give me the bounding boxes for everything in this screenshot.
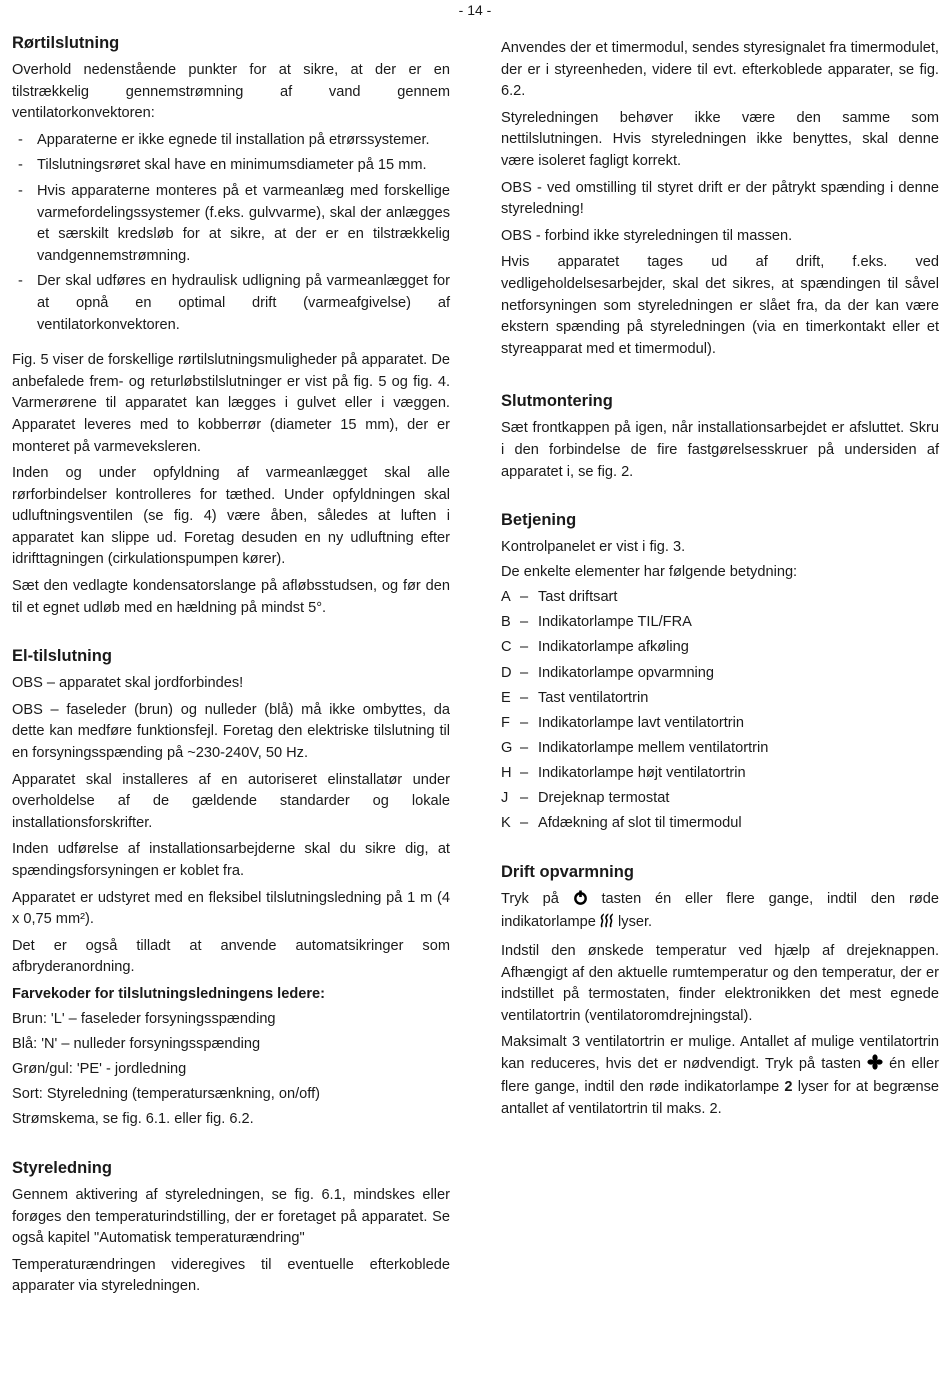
paragraph: Sæt den vedlagte kondensatorslange på afløbsstudsen, og før den til et egnet udløb med en hældning på mindst 5°. xyxy=(12,578,450,616)
paragraph: Det er også tilladt at anvende automatsikringer som afbryderanordning. xyxy=(12,937,450,976)
list-item: - Hvis apparaterne monteres på et varmeanlæg med forskellige varmefordelingssystemer (f.eks. gulvvarme), skal der anlægges et særskilt kredsløb for at sikre, at der er en tilstrækkelig vandgennemstrømning. xyxy=(18,182,450,264)
list-item: - Apparaterne er ikke egnede til installation på etrørssystemer. xyxy=(18,131,430,148)
list-item: - Tilslutningsrøret skal have en minimumsdiameter på 15 mm. xyxy=(18,157,427,174)
power-icon xyxy=(573,890,588,913)
color-code-line: Blå: 'N' – nulleder forsyningsspænding xyxy=(12,1036,261,1053)
legend-item: C – Indikatorlampe afkøling xyxy=(501,639,689,656)
paragraph: Maksimalt 3 ventilatortrin er mulige. Antallet af mulige ventilatortrin kan reduceres, hvis det er nødvendigt. Tryk på tasten én eller flere gange, indtil den røde indikatorlampe 2 lyser for at begrænse antallet af ventilatortrin til maks. 2. xyxy=(501,1034,939,1118)
section-roertilslutning xyxy=(12,32,450,619)
legend-item: A – Tast driftsart xyxy=(501,589,618,606)
section-betjening xyxy=(501,509,939,835)
paragraph: Tryk på tasten én eller flere gange, indtil den røde indikatorlampe lyser. xyxy=(501,889,939,936)
section-el-tilslutning xyxy=(12,645,450,1131)
paragraph: Sæt frontkappen på igen, når installationsarbejdet er afsluttet. Skru i den forbindelse de fire fastgørelsesskruer på undersiden af apparatet i, se fig. 2. xyxy=(501,420,939,480)
paragraph: OBS - ved omstilling til styret drift er der påtrykt spænding i denne styreledning! xyxy=(501,179,939,218)
paragraph: Apparatet er udstyret med en fleksibel tilslutningsledning på 1 m (4 x 0,75 mm²). xyxy=(12,889,450,928)
paragraph: Indstil den ønskede temperatur ved hjælp af drejeknappen. Afhængigt af den aktuelle rumtemperatur og den temperatur, der er indstillet på termostaten, finder elektronikken det mest egnede ventilatortrin (ventilatoromdrejningstal). xyxy=(501,942,939,1024)
color-code-heading: Farvekoder for tilslutningsledningens ledere: xyxy=(12,985,326,1002)
section-drift-opvarmning xyxy=(501,861,939,1121)
paragraph: Temperaturændringen videregives til eventuelle efterkoblede apparater via styreledningen. xyxy=(12,1256,450,1295)
paragraph: Inden og under opfyldning af varmeanlægget skal alle rørforbindelser kontrolleres for tæthed. Under opfyldningen skal udluftningsventilen (se fig. 4) være åben, således at luften i apparatet kan slippe ud. Foretag desuden en ny udluftning efter idrifttagningen (cirkulationspumpen kører). xyxy=(12,465,450,568)
right-column xyxy=(501,38,939,1147)
paragraph: De enkelte elementer har følgende betydning: xyxy=(501,564,798,581)
paragraph: OBS – faseleder (brun) og nulleder (blå) må ikke ombyttes, da dette kan medføre funktionsfejl. Foretag den elektriske tilslutning til en forsyningsspænding på ~230-240V, 50 Hz. xyxy=(12,701,450,762)
paragraph: Gennem aktivering af styreledningen, se fig. 6.1, mindskes eller forøges den temperaturindstilling, der er foretaget på apparatet. Se også kapitel "Automatisk temperaturændring" xyxy=(12,1187,450,1247)
legend-item: H – Indikatorlampe højt ventilatortrin xyxy=(501,764,746,781)
fan-icon xyxy=(867,1054,883,1078)
section-heading: El-tilslutning xyxy=(12,647,112,666)
section-slutmontering xyxy=(501,390,939,483)
paragraph: OBS - forbind ikke styreledningen til massen. xyxy=(501,227,793,244)
section-styreledning-continued xyxy=(501,38,939,360)
legend-item: G – Indikatorlampe mellem ventilatortrin xyxy=(501,739,769,756)
section-styreledning xyxy=(12,1157,450,1298)
section-heading: Slutmontering xyxy=(501,392,613,411)
section-heading: Drift opvarmning xyxy=(501,862,634,881)
requirement-list xyxy=(12,130,450,336)
legend-item: K – Afdækning af slot til timermodul xyxy=(501,815,742,832)
section-heading: Betjening xyxy=(501,511,577,530)
color-code-line: Sort: Styreledning (temperatursænkning, on/off) xyxy=(12,1086,320,1103)
left-column xyxy=(12,32,450,1324)
control-panel-legend xyxy=(501,587,939,834)
color-code-line: Grøn/gul: 'PE' - jordledning xyxy=(12,1061,187,1078)
paragraph: Styreledningen behøver ikke være den samme som nettilslutningen. Hvis styreledningen ikke benyttes, skal denne være isoleret fagligt korrekt. xyxy=(501,109,939,169)
legend-item: F – Indikatorlampe lavt ventilatortrin xyxy=(501,714,745,731)
legend-item: E – Tast ventilatortrin xyxy=(501,689,649,706)
paragraph: Anvendes der et timermodul, sendes styresignalet fra timermodulet, der er i styreenheden, videre til evt. efterkoblede apparater, se fig. 6.2. xyxy=(501,40,939,100)
paragraph: OBS – apparatet skal jordforbindes! xyxy=(12,675,244,692)
paragraph: Fig. 5 viser de forskellige rørtilslutningsmuligheder på apparatet. De anbefalede frem- og returløbstilslutninger er vist på fig. 5 og fig. 4. Varmerørene til apparatet kan lægges i gulvet eller i væggen. Apparatet leveres med to kobberrør (diameter 15 mm), der er monteret på varmeveksleren. xyxy=(12,352,450,455)
paragraph: Hvis apparatet tages ud af drift, f.eks. ved vedligeholdelsesarbejder, skal det sikres, at spændingen til såvel netforsyningen som styreledningen er slået fra, da der kan være ekstern spænding på styreledningen (via en timerkontakt eller et styreapparat med et timermodul). xyxy=(501,254,939,357)
legend-item: J – Drejeknap termostat xyxy=(501,790,670,807)
intro-paragraph: Overhold nedenstående punkter for at sikre, at der er en tilstrækkelig gennemstrømning af vand gennem ventilatorkonvektoren: xyxy=(12,62,450,122)
fan-level-number: 2 xyxy=(784,1079,793,1096)
page-number: - 14 - xyxy=(458,2,492,18)
paragraph: Inden udførelse af installationsarbejderne skal du sikre dig, at spændingsforsyningen er koblet fra. xyxy=(12,841,450,879)
paragraph: Apparatet skal installeres af en autoriseret elinstallatør under overholdelse af de gældende standarder og lokale installationsforskrifter. xyxy=(12,771,450,831)
section-heading: Styreledning xyxy=(12,1159,112,1178)
color-code-line: Brun: 'L' – faseleder forsyningsspænding xyxy=(12,1011,276,1028)
paragraph: Kontrolpanelet er vist i fig. 3. xyxy=(501,539,686,556)
color-code-line: Strømskema, se fig. 6.1. eller fig. 6.2. xyxy=(12,1111,254,1128)
heat-wave-icon xyxy=(600,913,614,936)
legend-item: D – Indikatorlampe opvarmning xyxy=(501,664,715,681)
list-item: - Der skal udføres en hydraulisk udligning på varmeanlægget for at opnå en optimal drift (varmeafgivelse) af ventilatorkonvektoren. xyxy=(18,273,450,333)
legend-item: B – Indikatorlampe TIL/FRA xyxy=(501,614,692,631)
section-heading: Rørtilslutning xyxy=(12,34,120,52)
